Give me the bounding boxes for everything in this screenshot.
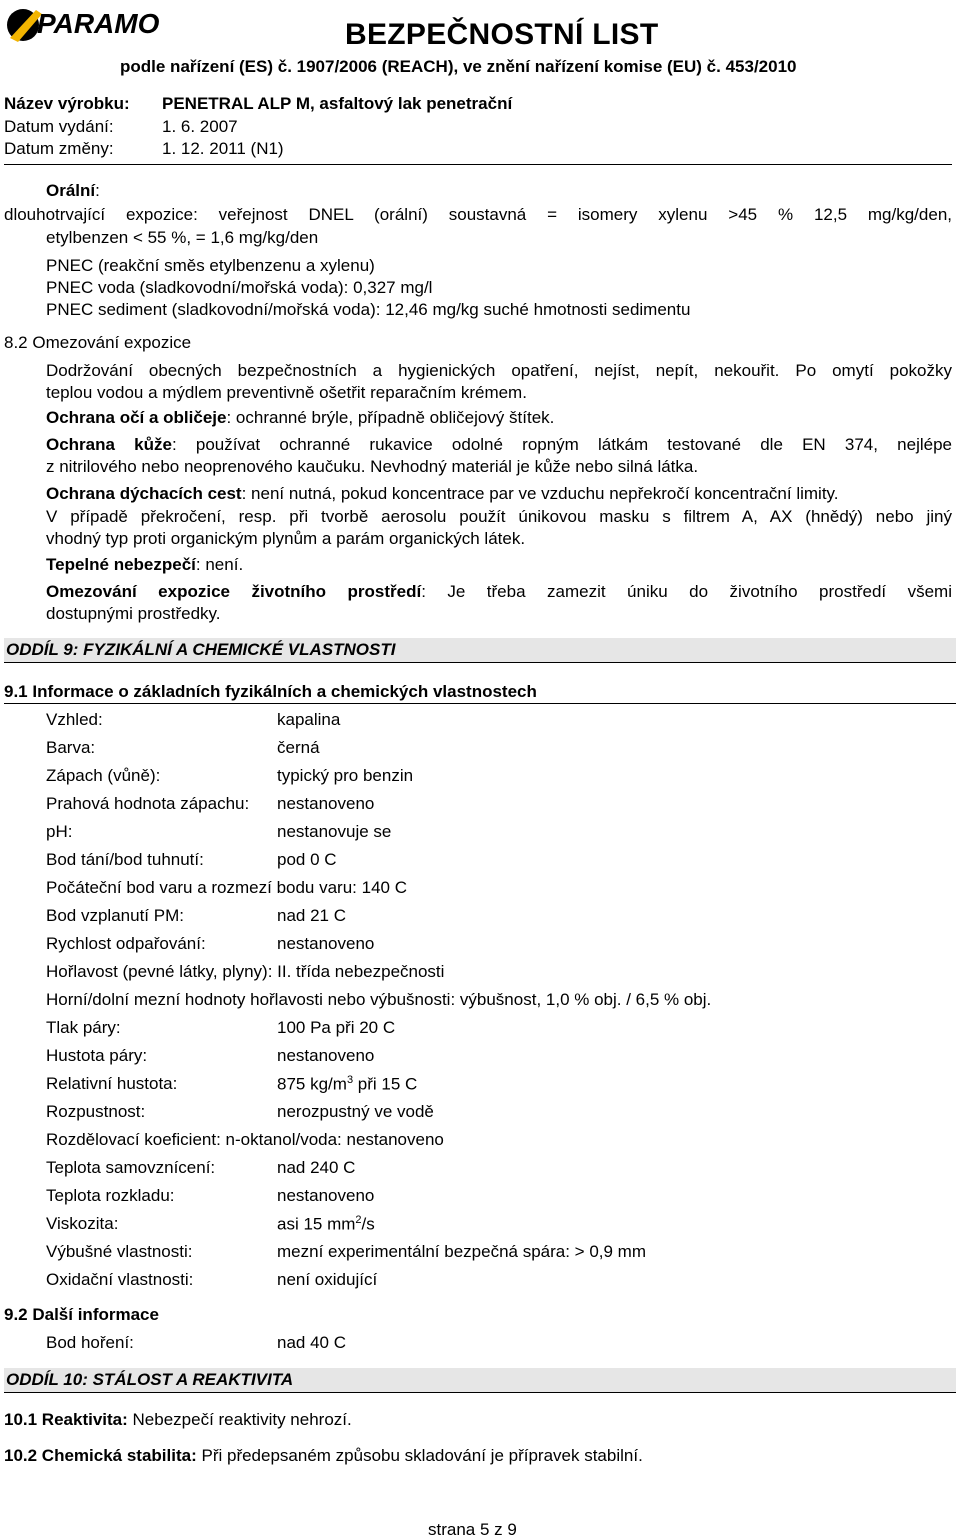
property-value — [277, 766, 413, 786]
section-9-1-underline — [4, 703, 956, 704]
burn-point-label: Bod hoření: — [46, 1333, 134, 1352]
property-value-text: 875 kg/m — [277, 1074, 347, 1094]
property-value — [277, 1158, 355, 1178]
property-value-suffix: při 15 C — [353, 1074, 418, 1094]
property-value — [277, 850, 337, 870]
page-number: strana 5 z 9 — [428, 1520, 517, 1539]
product-value: PENETRAL ALP M, asfaltový lak penetrační — [162, 94, 513, 113]
change-date-value: 1. 12. 2011 (N1) — [162, 139, 284, 158]
change-date-label: Datum změny: — [4, 139, 114, 158]
property-value — [277, 822, 391, 842]
property-label: Vzhled: — [46, 710, 103, 729]
document-title: BEZPEČNOSTNÍ LIST — [345, 18, 659, 51]
property-value — [277, 1046, 374, 1066]
property-value-text: nerozpustný ve vodě — [277, 1102, 434, 1121]
property-value-text: nad 240 C — [277, 1158, 356, 1177]
property-value-superscript: 3 — [346, 1074, 354, 1086]
property-label: Výbušné vlastnosti: — [46, 1242, 193, 1261]
product-label: Název výrobku: — [4, 94, 130, 113]
property-label: Prahová hodnota zápachu: — [46, 794, 250, 813]
property-value-text: černá — [277, 738, 320, 757]
property-full-line: Horní/dolní mezní hodnoty hořlavosti nebo výbušnosti: výbušnost, 1,0 % obj. / 6,5 % obj. — [46, 990, 712, 1009]
issue-date-row — [4, 117, 238, 137]
property-value — [277, 738, 320, 758]
issue-date-value: 1. 6. 2007 — [162, 117, 238, 136]
general-measures-line-1: Dodržování obecných bezpečnostních a hygienických opatření, nejíst, nepít, nekouřit. Po omytí pokožky — [46, 361, 952, 380]
general-measures-line-2: teplou vodou a mýdlem preventivně ošetřit reparačním krémem. — [46, 383, 527, 402]
respiratory-protection-line-1: Ochrana dýchacích cest: není nutná, pokud koncentrace par ve vzduchu nepřekročí koncentrační limity. — [46, 484, 839, 503]
property-full-line: Hořlavost (pevné látky, plyny): II. třída nebezpečnosti — [46, 962, 445, 981]
issue-date-label: Datum vydání: — [4, 117, 114, 136]
product-name-row — [4, 94, 512, 114]
chemical-stability: 10.2 Chemická stabilita: Při předepsaném způsobu skladování je přípravek stabilní. — [4, 1446, 643, 1465]
property-value-superscript: 2 — [355, 1214, 362, 1226]
section-10-underline — [4, 1392, 956, 1393]
paramo-logo — [6, 4, 191, 48]
property-label: Oxidační vlastnosti: — [46, 1270, 194, 1289]
property-label: Hustota páry: — [46, 1046, 148, 1065]
property-value-text: mezní experimentální bezpečná spára: > 0,9 mm — [277, 1242, 646, 1261]
section-9-header: ODDÍL 9: FYZIKÁLNÍ A CHEMICKÉ VLASTNOSTI — [4, 638, 956, 662]
logo-text: PARAMO — [37, 8, 160, 39]
environmental-exposure-line-1: Omezování expozice životního prostředí: Je třeba zamezit úniku do životního prostředí všemi — [46, 582, 952, 601]
property-value-text: typický pro benzin — [277, 766, 414, 785]
eye-protection: Ochrana očí a obličeje: ochranné brýle, případně obličejový štítek. — [46, 408, 555, 427]
property-value-text: nestanoveno — [277, 1046, 375, 1065]
property-value — [277, 906, 346, 926]
property-label: Tlak páry: — [46, 1018, 121, 1037]
property-value — [277, 710, 340, 730]
property-label: Teplota rozkladu: — [46, 1186, 175, 1205]
property-value — [277, 1018, 395, 1038]
oral-line-1: dlouhotrvající expozice: veřejnost DNEL (orální) soustavná = isomery xylenu >45 % 12,5 mg/kg/den, — [4, 205, 952, 224]
property-label: Rychlost odpařování: — [46, 934, 206, 953]
property-label: Bod tání/bod tuhnutí: — [46, 850, 204, 869]
property-value — [277, 794, 374, 814]
property-value — [277, 1242, 646, 1262]
property-value — [277, 1214, 375, 1235]
property-value-text: nestanovuje se — [277, 822, 392, 841]
property-value — [277, 1074, 417, 1095]
section-10-header: ODDÍL 10: STÁLOST A REAKTIVITA — [4, 1368, 956, 1392]
reactivity: 10.1 Reaktivita: Nebezpečí reaktivity nehrozí. — [4, 1410, 352, 1429]
skin-protection-line-2: z nitrilového nebo neoprenového kaučuku. Nevhodný materiál je kůže nebo silná látka. — [46, 457, 699, 476]
respiratory-protection-line-2: V případě překročení, resp. při tvorbě aerosolu použít únikovou masku s filtrem A, AX (hnědý) nebo jiný — [46, 507, 952, 526]
property-value-text: kapalina — [277, 710, 341, 729]
property-value — [277, 934, 374, 954]
property-label: pH: — [46, 822, 73, 841]
property-label: Rozpustnost: — [46, 1102, 146, 1121]
property-value-text: asi 15 mm — [277, 1214, 356, 1234]
pnec-heading: PNEC (reakční směs etylbenzenu a xylenu) — [46, 256, 375, 275]
property-value — [277, 1102, 434, 1122]
property-value-text: nad 21 C — [277, 906, 346, 925]
thermal-hazard: Tepelné nebezpečí: není. — [46, 555, 244, 574]
section-9-underline — [4, 662, 956, 663]
oral-heading: Orální: — [46, 181, 100, 200]
property-value-text: nestanoveno — [277, 934, 375, 953]
burn-point-value: nad 40 C — [277, 1333, 346, 1352]
property-label: Barva: — [46, 738, 96, 757]
pnec-water: PNEC voda (sladkovodní/mořská voda): 0,327 mg/l — [46, 278, 433, 297]
document-subtitle: podle nařízení (ES) č. 1907/2006 (REACH), ve znění nařízení komise (EU) č. 453/2010 — [120, 57, 797, 76]
respiratory-protection-line-3: vhodný typ proti organickým plynům a parám organických látek. — [46, 529, 526, 548]
property-label: Teplota samovznícení: — [46, 1158, 216, 1177]
skin-protection-line-1: Ochrana kůže: používat ochranné rukavice odolné ropným látkám testované dle EN 374, nejlépe — [46, 435, 952, 454]
property-value — [277, 1186, 374, 1206]
property-value-suffix: /s — [361, 1214, 375, 1234]
property-label: Viskozita: — [46, 1214, 119, 1233]
property-label: Bod vzplanutí PM: — [46, 906, 184, 925]
section-9-2-heading: 9.2 Další informace — [4, 1305, 159, 1324]
property-full-line: Rozdělovací koeficient: n-oktanol/voda: nestanoveno — [46, 1130, 444, 1149]
property-value — [277, 1270, 377, 1290]
environmental-exposure-line-2: dostupnými prostředky. — [46, 604, 221, 623]
section-8-2-heading: 8.2 Omezování expozice — [4, 333, 192, 352]
property-value-text: není oxidující — [277, 1270, 378, 1289]
property-value-text: pod 0 C — [277, 850, 337, 869]
property-value-text: nestanoveno — [277, 1186, 375, 1205]
header-divider — [4, 164, 952, 165]
change-date-row — [4, 139, 284, 159]
property-full-line: Počáteční bod varu a rozmezí bodu varu: 140 C — [46, 878, 407, 897]
oral-line-2: etylbenzen < 55 %, = 1,6 mg/kg/den — [46, 228, 319, 247]
pnec-sediment: PNEC sediment (sladkovodní/mořská voda): 12,46 mg/kg suché hmotnosti sedimentu — [46, 300, 691, 319]
section-9-1-heading: 9.1 Informace o základních fyzikálních a chemických vlastnostech — [4, 682, 537, 701]
property-label: Zápach (vůně): — [46, 766, 161, 785]
property-value-text: nestanoveno — [277, 794, 375, 813]
property-value-text: 100 Pa při 20 C — [277, 1018, 396, 1037]
property-label: Relativní hustota: — [46, 1074, 178, 1093]
